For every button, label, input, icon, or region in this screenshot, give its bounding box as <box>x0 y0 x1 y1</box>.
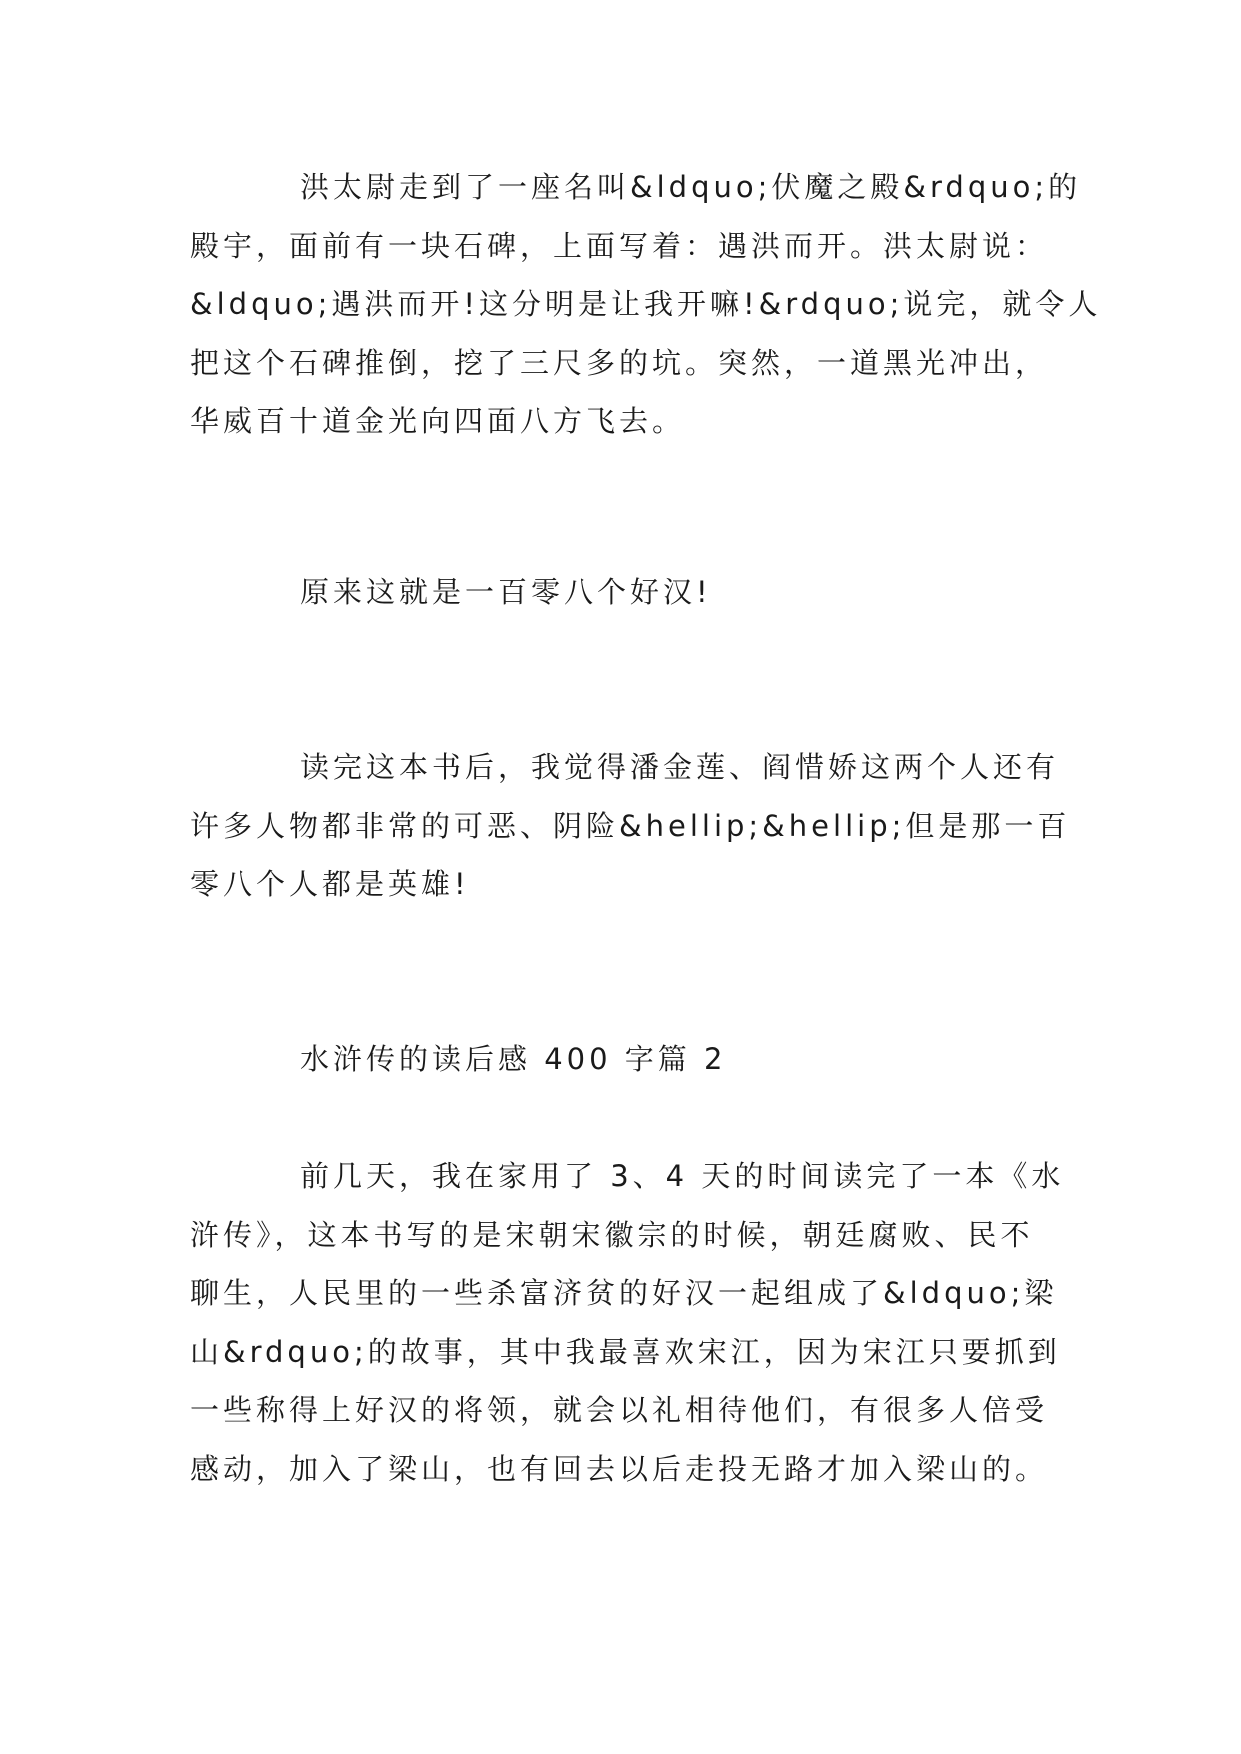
paragraph-4 <box>190 1147 1070 1498</box>
paragraph-line: 感动，加入了梁山，也有回去以后走投无路才加入梁山的。 <box>190 1451 1049 1486</box>
paragraph-line: &ldquo;遇洪而开!这分明是让我开嘛!&rdquo;说完，就令人 <box>190 287 1102 321</box>
paragraph-2 <box>190 563 1070 622</box>
paragraph-line: 许多人物都非常的可恶、阴险&hellip;&hellip;但是那一百 <box>190 808 1071 843</box>
paragraph-1 <box>190 158 1102 451</box>
paragraph-line: 原来这就是一百零八个好汉! <box>300 575 712 609</box>
paragraph-line: 前几天，我在家用了 3、4 天的时间读完了一本《水 <box>300 1159 1065 1193</box>
paragraph-line: 把这个石碑推倒，挖了三尺多的坑。突然，一道黑光冲出， <box>190 345 1049 380</box>
paragraph-line: 一些称得上好汉的将领，就会以礼相待他们，有很多人倍受 <box>190 1393 1049 1427</box>
paragraph-line: 殿宇，面前有一块石碑，上面写着：遇洪而开。洪太尉说： <box>190 228 1049 263</box>
section-heading <box>190 1030 1070 1089</box>
paragraph-line: 浒传》，这本书写的是宋朝宋徽宗的时候，朝廷腐败、民不 <box>190 1217 1034 1252</box>
paragraph-3 <box>190 738 1070 914</box>
paragraph-line: 零八个人都是英雄! <box>190 867 470 901</box>
paragraph-line: 洪太尉走到了一座名叫&ldquo;伏魔之殿&rdquo;的 <box>300 170 1082 204</box>
section-heading-text: 水浒传的读后感 400 字篇 2 <box>300 1042 727 1076</box>
paragraph-line: 读完这本书后，我觉得潘金莲、阎惜娇这两个人还有 <box>300 750 1060 784</box>
paragraph-line: 聊生，人民里的一些杀富济贫的好汉一起组成了&ldquo;梁 <box>190 1276 1058 1310</box>
paragraph-line: 华威百十道金光向四面八方飞去。 <box>190 404 686 438</box>
paragraph-line: 山&rdquo;的故事，其中我最喜欢宋江，因为宋江只要抓到 <box>190 1334 1061 1369</box>
